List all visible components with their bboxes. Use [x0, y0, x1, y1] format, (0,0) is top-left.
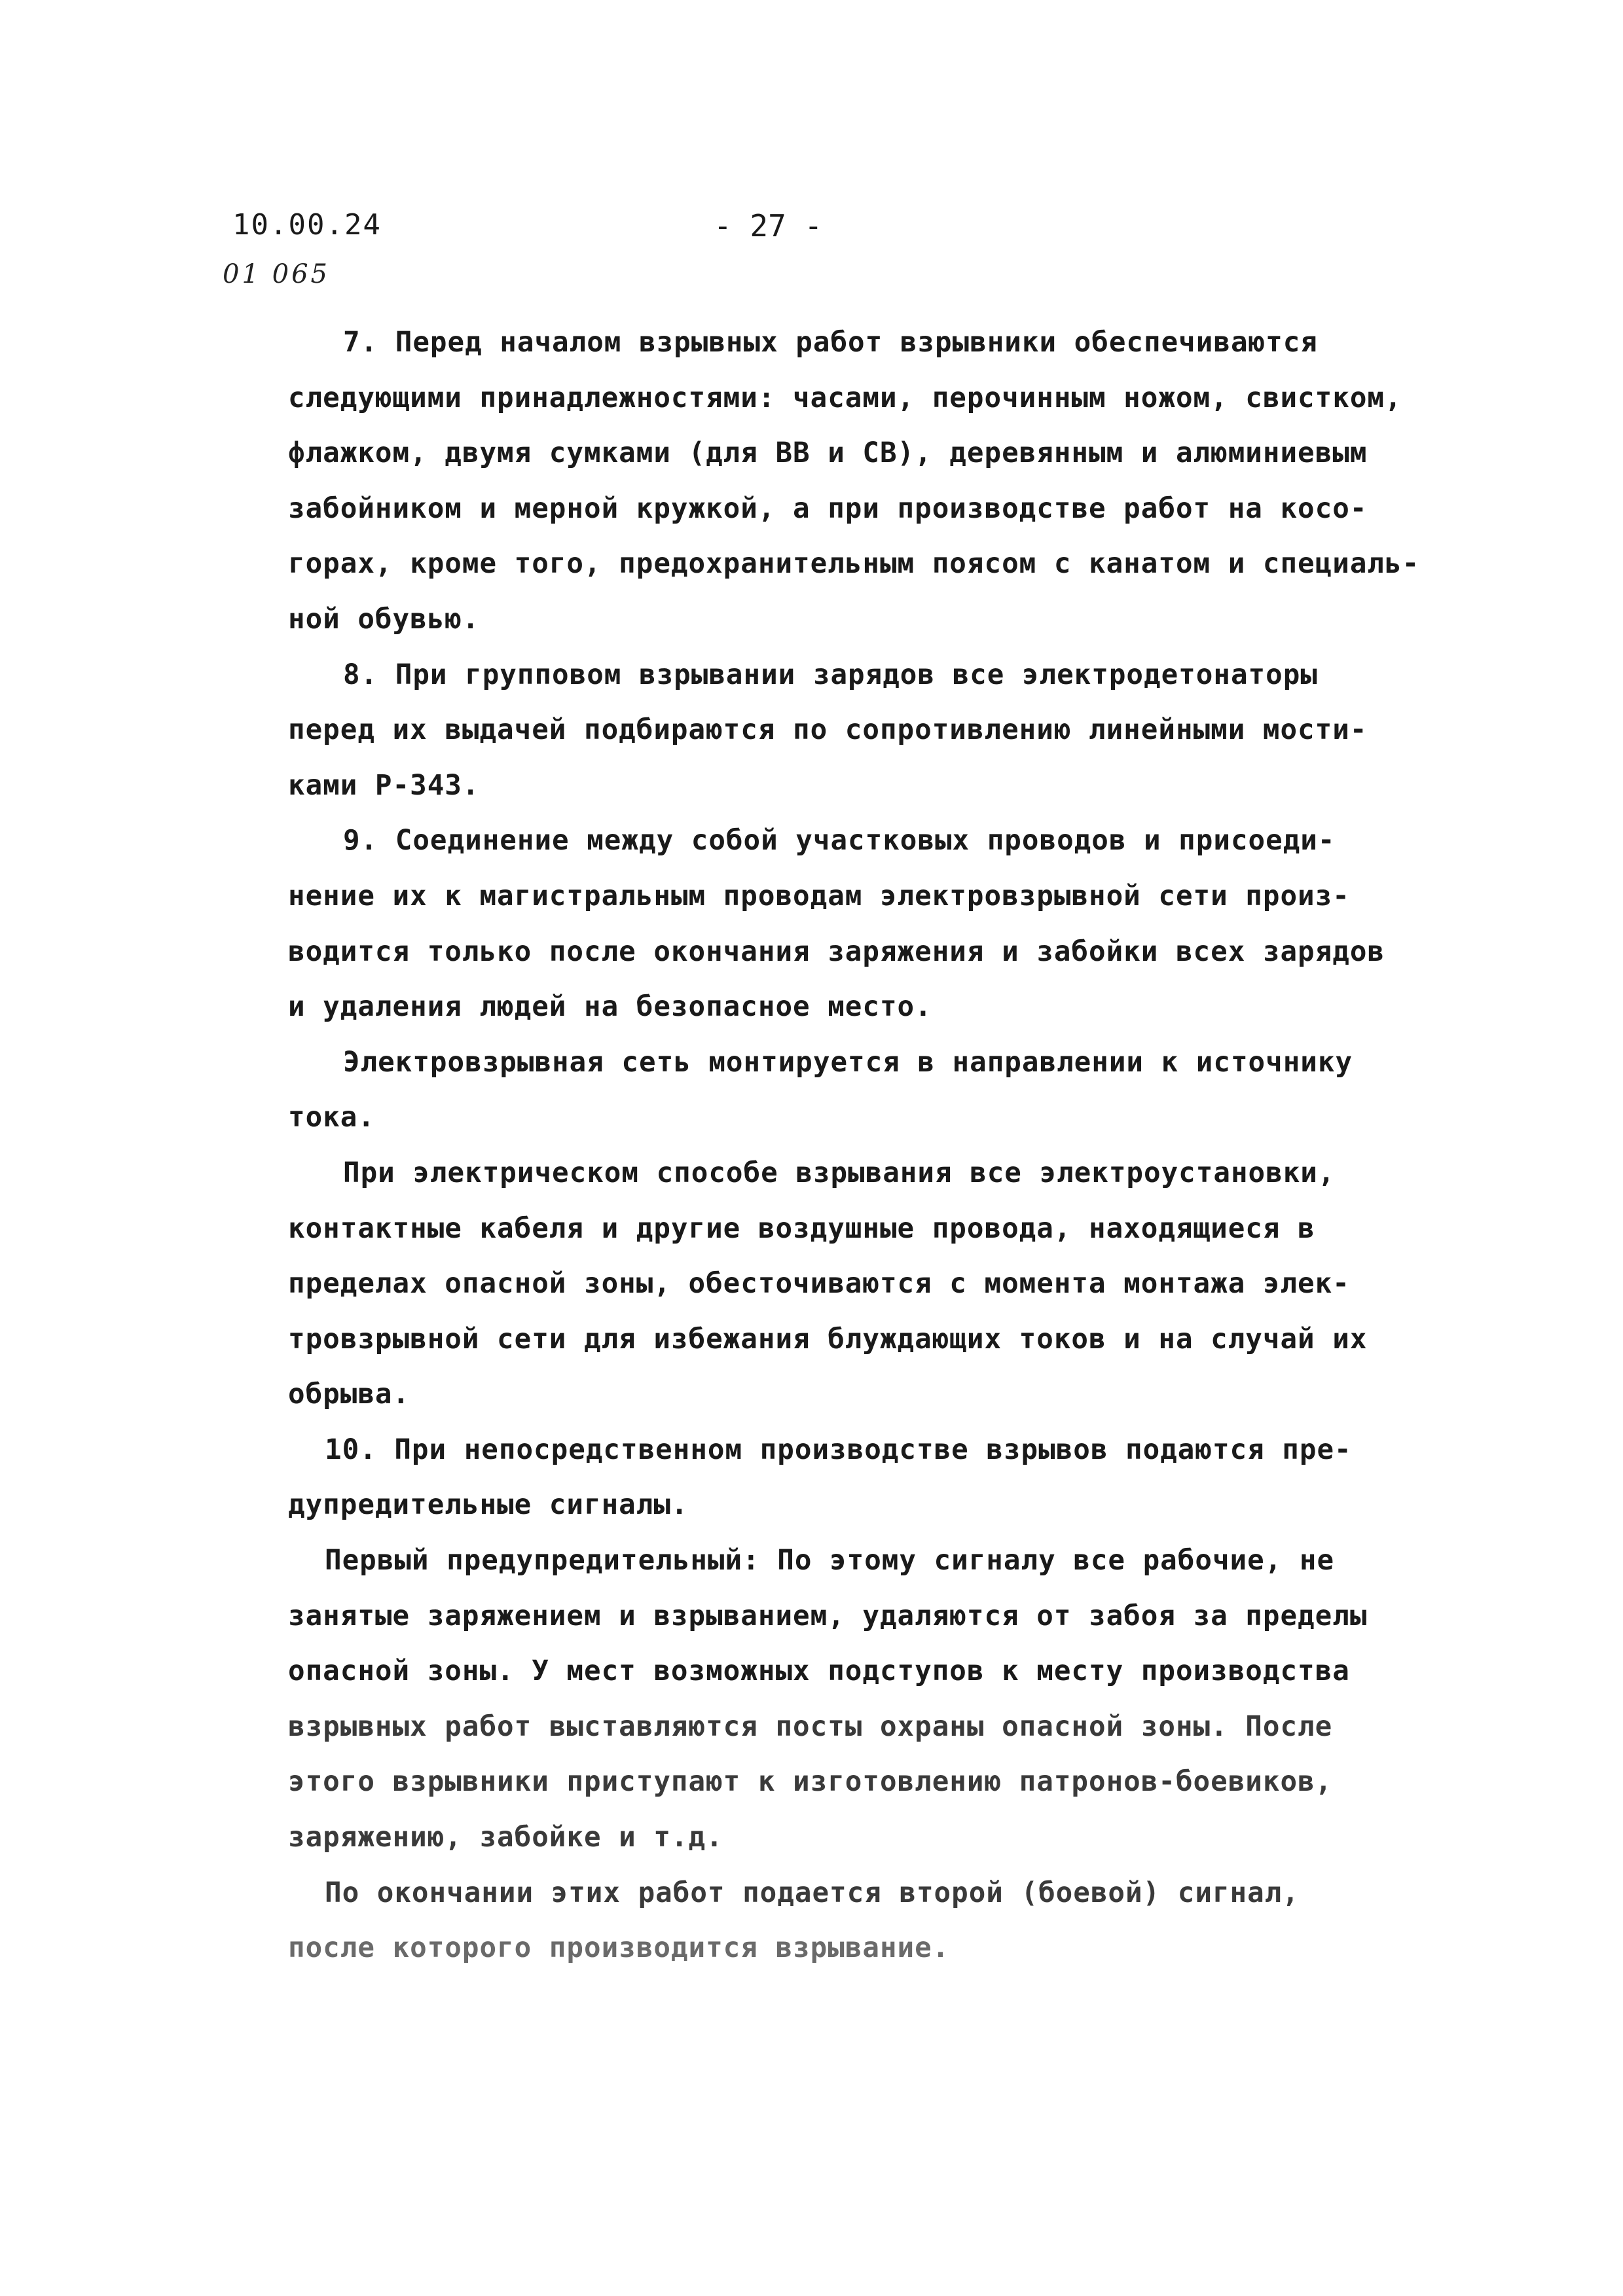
second-signal-line-2: после которого производится взрывание.: [288, 1932, 950, 1965]
electric-paragraph-line-1: При электрическом способе взрывания все электроустановки,: [343, 1157, 1336, 1189]
network-paragraph-line-2: тока.: [288, 1102, 375, 1134]
first-signal-line-3: опасной зоны. У мест возможных подступов к месту производства: [288, 1655, 1350, 1688]
paragraph-9-line-2: нение их к магистральным проводам электровзрывной сети произ-: [288, 880, 1350, 912]
first-signal-line-5: этого взрывники приступают к изготовлению патронов-боевиков,: [288, 1766, 1333, 1799]
first-signal-line-6: заряжению, забойке и т.д.: [288, 1821, 723, 1854]
paragraph-7-line-5: горах, кроме того, предохранительным поясом с канатом и специаль-: [288, 548, 1420, 581]
first-signal-line-2: занятые заряжением и взрыванием, удаляются от забоя за пределы: [288, 1600, 1368, 1632]
paragraph-7-line-4: забойником и мерной кружкой, а при производстве работ на косо-: [288, 492, 1368, 525]
electric-paragraph-line-4: тровзрывной сети для избежания блуждающих токов и на случай их: [288, 1323, 1368, 1355]
handwritten-code: 01 065: [223, 259, 330, 289]
network-paragraph-line-1: Электровзрывная сеть монтируется в направлении к источнику: [343, 1046, 1353, 1079]
paragraph-7-line-3: флажком, двумя сумками (для ВВ и СВ), деревянным и алюминиевым: [288, 437, 1368, 470]
paragraph-8-line-3: ками Р-343.: [288, 769, 480, 802]
paragraph-10-line-1: 10. При непосредственном производстве взрывов подаются пре-: [325, 1433, 1352, 1466]
electric-paragraph-line-2: контактные кабеля и другие воздушные провода, находящиеся в: [288, 1212, 1315, 1245]
paragraph-9-line-1: 9. Соединение между собой участковых проводов и присоеди-: [343, 825, 1336, 857]
first-signal-line-4: взрывных работ выставляются посты охраны опасной зоны. После: [288, 1710, 1333, 1743]
paragraph-7-line-6: ной обувью.: [288, 603, 480, 636]
paragraph-9-line-4: и удаления людей на безопасное место.: [288, 991, 932, 1024]
electric-paragraph-line-5: обрыва.: [288, 1378, 410, 1411]
paragraph-9-line-3: водится только после окончания заряжения и забойки всех зарядов: [288, 935, 1385, 968]
paragraph-8-line-1: 8. При групповом взрывании зарядов все электродетонаторы: [343, 658, 1318, 691]
document-body: [288, 315, 1427, 1977]
electric-paragraph-line-3: пределах опасной зоны, обесточиваются с момента монтажа элек-: [288, 1268, 1350, 1300]
paragraph-7-line-1: 7. Перед началом взрывных работ взрывники обеспечиваются: [343, 327, 1318, 359]
paragraph-10-line-2: дупредительные сигналы.: [288, 1489, 689, 1522]
page-number: - 27 -: [714, 208, 823, 243]
document-code: 10.00.24: [232, 208, 382, 242]
paragraph-8-line-2: перед их выдачей подбираются по сопротивлению линейными мости-: [288, 714, 1368, 747]
second-signal-line-1: По окончании этих работ подается второй (боевой) сигнал,: [325, 1876, 1300, 1909]
first-signal-line-1: Первый предупредительный: По этому сигналу все рабочие, не: [325, 1545, 1335, 1577]
paragraph-7-line-2: следующими принадлежностями: часами, перочинным ножом, свистком,: [288, 382, 1402, 414]
